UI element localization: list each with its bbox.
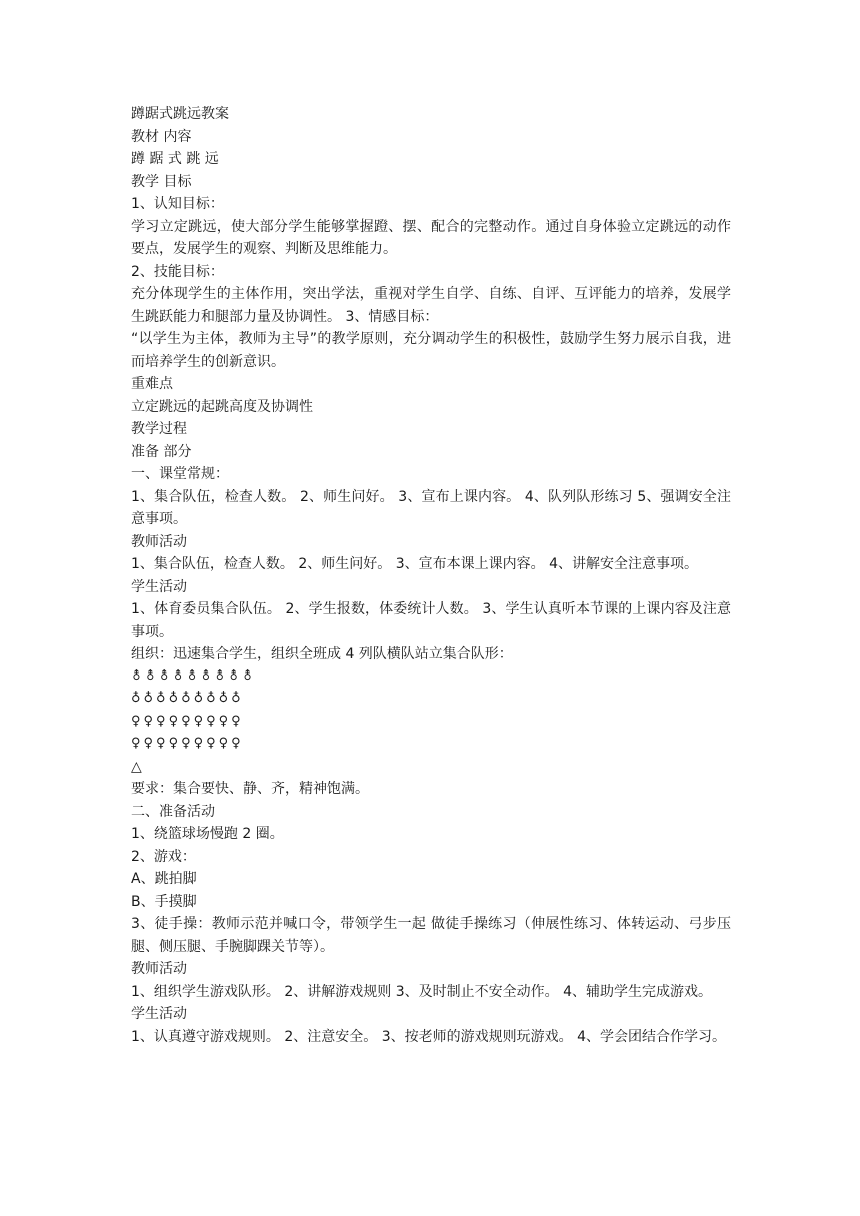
process-heading: 教学过程	[131, 421, 187, 437]
game-a: A、跳拍脚	[131, 871, 197, 887]
teacher-position-marker: △	[131, 758, 142, 775]
warmup-heading: 二、准备活动	[131, 803, 215, 820]
key-points-text: 立定跳远的起跳高度及协调性	[131, 398, 313, 415]
student-activity-heading: 学生活动	[131, 578, 187, 595]
teacher-activity-text-2: 1、组织学生游戏队形。 2、讲解游戏规则 3、及时制止不安全动作。 4、辅助学生完成游戏。	[131, 983, 712, 1000]
prep-heading: 准备 部分	[131, 443, 192, 460]
material-content: 蹲 踞 式 跳 远	[131, 151, 219, 167]
formation-row-4: ♀♀♀♀♀♀♀♀♀	[131, 736, 244, 751]
warmup-game: 2、游戏：	[131, 848, 196, 865]
requirement-text: 要求：集合要快、静、齐，精神饱满。	[131, 781, 369, 797]
emotion-goal-text: “以学生为主体，教师为主导”的教学原则，充分调动学生的积极性，鼓励学生努力展示自我，进而培养学生的创新意识。	[131, 331, 731, 370]
key-points-heading: 重难点	[131, 376, 173, 392]
teacher-activity-heading: 教师活动	[131, 533, 187, 550]
teacher-activity-heading-2: 教师活动	[131, 961, 187, 977]
skill-goal-heading: 2、技能目标：	[131, 263, 224, 280]
organization-text: 组织：迅速集合学生，组织全班成 4 列队横队站立集合队形：	[131, 646, 513, 662]
document-page	[131, 103, 731, 1048]
game-b: B、手摸脚	[131, 893, 197, 910]
material-heading: 教材 内容	[131, 128, 192, 145]
goals-heading: 教学 目标	[131, 173, 192, 190]
formation-row-3: ♀♀♀♀♀♀♀♀♀	[131, 713, 244, 729]
routine-text: 1、集合队伍，检查人数。 2、师生问好。 3、宣布上课内容。 4、队列队形练习 5、强调安全注意事项。	[131, 488, 731, 527]
cognitive-goal-heading: 1、认知目标：	[131, 196, 224, 212]
exercise-text: 3、徒手操：教师示范并喊口令，带领学生一起 做徒手操练习（伸展性练习、体转运动、弓步压腿、侧压腿、手腕脚踝关节等）。	[131, 916, 731, 955]
formation-row-2: ♁♁♁♁♁♁♁♁♁	[131, 691, 244, 706]
routine-heading: 一、课堂常规：	[131, 466, 229, 482]
student-activity-text-2: 1、认真遵守游戏规则。 2、注意安全。 3、按老师的游戏规则玩游戏。 4、学会团结合作学习。	[131, 1028, 726, 1045]
cognitive-goal-text: 学习立定跳远，使大部分学生能够掌握蹬、摆、配合的完整动作。通过自身体验立定跳远的动作要点，发展学生的观察、判断及思维能力。	[131, 218, 731, 257]
teacher-activity-text: 1、集合队伍，检查人数。 2、师生问好。 3、宣布本课上课内容。 4、讲解安全注意事项。	[131, 556, 698, 572]
student-activity-text: 1、体育委员集合队伍。 2、学生报数，体委统计人数。 3、学生认真听本节课的上课内容及注意事项。	[131, 601, 731, 640]
formation-row-1: ⚨⚨⚨⚨⚨⚨⚨⚨⚨	[131, 668, 257, 684]
warmup-run: 1、绕篮球场慢跑 2 圈。	[131, 826, 284, 842]
doc-title: 蹲踞式跳远教案	[131, 106, 229, 122]
skill-goal-text: 充分体现学生的主体作用，突出学法，重视对学生自学、自练、自评、互评能力的培养，发展学生跳跃能力和腿部力量及协调性。 3、情感目标：	[131, 286, 731, 325]
student-activity-heading-2: 学生活动	[131, 1006, 187, 1022]
